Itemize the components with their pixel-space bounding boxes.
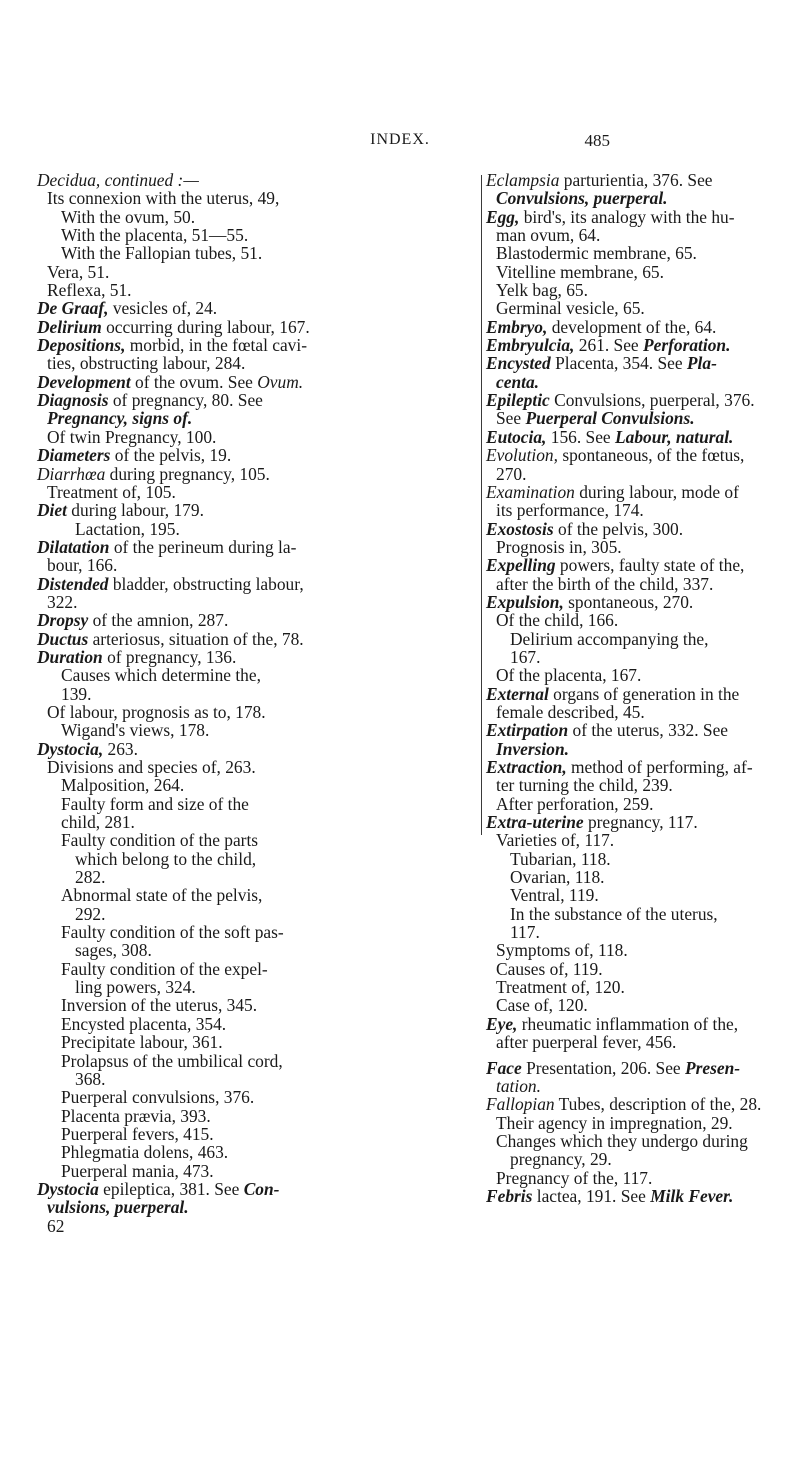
entry-text: Delirium accompanying the, (510, 628, 709, 649)
index-subentry (37, 520, 477, 538)
index-subentry (37, 703, 477, 721)
index-subentry (37, 685, 477, 703)
entry-text: 322. (47, 591, 78, 612)
entry-text: ling powers, 324. (75, 977, 196, 998)
entry-text: of the amnion, 287. (88, 610, 229, 631)
entry-heading: Diet (37, 500, 67, 521)
entry-text: Changes which they undergo during (496, 1130, 748, 1151)
index-subentry (486, 1033, 791, 1051)
entry-text: bladder, obstructing labour, (108, 573, 304, 594)
index-subentry (486, 1132, 791, 1150)
index-subentry (486, 409, 791, 427)
index-subentry (486, 868, 791, 886)
index-entry (37, 336, 477, 354)
index-subentry (486, 373, 791, 391)
entry-text: See (496, 408, 526, 429)
index-subentry (486, 776, 791, 794)
index-subentry (37, 666, 477, 684)
running-title: INDEX. (370, 131, 430, 148)
index-subentry (37, 189, 477, 207)
index-subentry (37, 996, 477, 1014)
entry-heading: Depositions, (37, 335, 126, 356)
entry-text: Causes which determine the, (61, 665, 261, 686)
index-entry (486, 318, 791, 336)
index-subentry (37, 721, 477, 739)
entry-text: Reflexa, 51. (47, 280, 132, 301)
entry-text: spontaneous, 270. (563, 591, 694, 612)
index-subentry (37, 556, 477, 574)
entry-heading: Dropsy (37, 610, 89, 631)
index-entry (486, 520, 791, 538)
entry-text: Pregnancy, signs of. (47, 408, 193, 429)
index-subentry (37, 354, 477, 372)
index-subentry (37, 813, 477, 831)
entry-text: method of performing, af- (566, 757, 753, 777)
index-entry (486, 685, 791, 703)
index-subentry (486, 611, 791, 629)
entry-text: centa. (496, 371, 539, 392)
entry-text: Of the child, 166. (496, 610, 619, 631)
index-entry (486, 813, 791, 831)
index-subentry (37, 776, 477, 794)
index-subentry (37, 1033, 477, 1051)
index-subentry (486, 189, 791, 207)
entry-text: Presen- (684, 1057, 741, 1078)
entry-heading: De Graaf, (37, 298, 109, 319)
entry-text: Tubarian, 118. (510, 848, 611, 869)
index-subentry (37, 941, 477, 959)
index-entry (486, 336, 791, 354)
entry-text: Treatment of, 105. (47, 481, 176, 502)
entry-heading: Dystocia, (37, 738, 104, 759)
index-subentry (486, 1077, 791, 1095)
entry-text: 270. (496, 463, 527, 484)
index-subentry (486, 960, 791, 978)
entry-text: Abnormal state of the pelvis, (61, 885, 263, 906)
index-entry (37, 501, 477, 519)
index-entry (37, 648, 477, 666)
entry-text: In the substance of the uterus, (510, 903, 718, 924)
entry-text: rheumatic inflammation of the, (517, 1013, 739, 1034)
entry-text: Its connexion with the uterus, 49, (47, 188, 280, 209)
entry-heading: Face (486, 1057, 522, 1078)
index-subentry (486, 538, 791, 556)
index-subentry (37, 960, 477, 978)
index-entry (486, 1095, 791, 1113)
index-entry (486, 208, 791, 226)
entry-text: after the birth of the child, 337. (496, 573, 714, 594)
index-subentry (37, 1015, 477, 1033)
entry-text: 261. See (574, 335, 643, 356)
entry-text: Malposition, 264. (61, 775, 185, 796)
index-subentry (37, 208, 477, 226)
entry-heading: Dystocia (37, 1178, 99, 1199)
index-subentry (37, 758, 477, 776)
entry-heading: Embryo, (486, 316, 548, 337)
entry-text: 117. (510, 922, 540, 943)
entry-text: of pregnancy, 136. (102, 646, 237, 667)
index-subentry (486, 795, 791, 813)
entry-text: After perforation, 259. (496, 793, 654, 814)
entry-text: Yelk bag, 65. (496, 280, 588, 301)
entry-text: of the pelvis, 19. (110, 445, 232, 466)
entry-text: which belong to the child, (75, 848, 257, 869)
entry-text: arteriosus, situation of the, 78. (88, 628, 304, 649)
index-entry (486, 171, 791, 189)
index-entry (486, 446, 791, 464)
entry-text: vesicles of, 24. (108, 298, 218, 319)
entry-text: of the ovum. See (130, 371, 258, 392)
entry-text: Precipitate labour, 361. (61, 1032, 223, 1053)
entry-text: child, 281. (61, 812, 135, 833)
entry-text: epileptica, 381. See (98, 1178, 244, 1199)
entry-text: Placenta, 354. See (550, 353, 687, 374)
index-entry (37, 446, 477, 464)
entry-text: Faulty condition of the soft pas- (61, 922, 284, 943)
index-subentry (486, 244, 791, 262)
entry-heading: Expulsion, (486, 591, 564, 612)
index-subentry (486, 886, 791, 904)
entry-text: Convulsions, puerperal. (496, 188, 668, 209)
entry-text: Faulty form and size of the (61, 793, 249, 814)
entry-heading: Eye, (486, 1013, 518, 1034)
index-subentry (37, 1107, 477, 1125)
entry-text: Their agency in impregnation, 29. (496, 1112, 733, 1133)
entry-text: Puerperal convulsions, 376. (61, 1087, 255, 1108)
entry-text: Placenta prævia, 393. (61, 1105, 211, 1126)
entry-text: morbid, in the fœtal cavi- (125, 335, 308, 356)
entry-text: Of twin Pregnancy, 100. (47, 426, 217, 447)
entry-text: pregnancy, 29. (510, 1149, 612, 1170)
entry-text: With the Fallopian tubes, 51. (61, 243, 263, 264)
entry-text: Prolapsus of the umbilical cord, (61, 1050, 283, 1071)
entry-text: Presentation, 206. See (521, 1057, 685, 1078)
entry-text: Pla- (686, 353, 717, 374)
index-subentry (37, 868, 477, 886)
index-entry (37, 740, 477, 758)
index-subentry (486, 923, 791, 941)
entry-text: Inversion of the uterus, 345. (61, 995, 258, 1016)
index-subentry (37, 1070, 477, 1088)
entry-text: organs of generation in the (548, 683, 740, 704)
entry-text: Prognosis in, 305. (496, 536, 622, 557)
index-subentry (37, 978, 477, 996)
index-subentry (37, 483, 477, 501)
entry-heading: Delirium (37, 316, 102, 337)
index-entry (486, 1015, 791, 1033)
index-subentry (486, 941, 791, 959)
index-subentry (37, 226, 477, 244)
entry-text: development of the, 64. (547, 316, 717, 337)
index-entry (486, 428, 791, 446)
index-subentry (486, 648, 791, 666)
index-subentry (37, 428, 477, 446)
index-subentry (37, 923, 477, 941)
index-entry (486, 1059, 791, 1077)
entry-text: 263. (103, 738, 138, 759)
index-entry (37, 373, 477, 391)
running-head (0, 131, 800, 157)
index-entry (37, 299, 477, 317)
entry-text: of the pelvis, 300. (553, 518, 684, 539)
entry-text: female described, 45. (496, 701, 645, 722)
index-entry (37, 465, 477, 483)
entry-text: 156. See (546, 426, 615, 447)
index-subentry (37, 263, 477, 281)
entry-text: of the uterus, 332. See (568, 720, 729, 741)
index-subentry (37, 244, 477, 262)
index-entry (37, 171, 477, 189)
entry-text: Perforation. (643, 335, 731, 356)
entry-text: Blastodermic membrane, 65. (496, 243, 697, 264)
index-entry (486, 758, 791, 776)
index-entry (37, 575, 477, 593)
entry-text: during labour, mode of (574, 481, 739, 502)
index-subentry (486, 465, 791, 483)
entry-heading: Febris (486, 1185, 533, 1206)
entry-text: Puerperal mania, 473. (61, 1160, 214, 1181)
entry-text: sages, 308. (75, 940, 152, 961)
index-subentry (37, 1198, 477, 1216)
entry-heading: Fallopian (486, 1094, 555, 1115)
index-subentry (486, 740, 791, 758)
entry-heading: Decidua, (37, 170, 101, 190)
index-column-right (486, 171, 791, 1205)
index-subentry (486, 1114, 791, 1132)
index-subentry (486, 263, 791, 281)
entry-text: Germinal vesicle, 65. (496, 298, 645, 319)
index-subentry (37, 1217, 477, 1235)
entry-text: bour, 166. (47, 555, 118, 576)
index-subentry (486, 575, 791, 593)
entry-text: pregnancy, 117. (583, 812, 698, 833)
index-entry (37, 391, 477, 409)
entry-text: Phlegmatia dolens, 463. (61, 1142, 229, 1163)
index-subentry (37, 831, 477, 849)
entry-text: Ovum. (257, 371, 304, 392)
index-entry (37, 538, 477, 556)
index-subentry (37, 593, 477, 611)
entry-heading: Diarrhœa (37, 463, 106, 484)
entry-text: Ventral, 119. (510, 885, 599, 906)
index-subentry (486, 850, 791, 868)
entry-text: With the placenta, 51—55. (61, 225, 249, 246)
entry-text: Case of, 120. (496, 995, 588, 1016)
index-subentry (37, 905, 477, 923)
index-subentry (37, 1143, 477, 1161)
entry-text: Symptoms of, 118. (496, 940, 628, 961)
entry-text: ties, obstructing labour, 284. (47, 353, 246, 374)
entry-text: Faulty condition of the parts (61, 830, 259, 851)
index-entry (37, 611, 477, 629)
entry-text: after puerperal fever, 456. (496, 1032, 677, 1053)
index-column-left (37, 171, 477, 1235)
entry-text: Faulty condition of the expel- (61, 958, 268, 979)
column-divider (481, 175, 482, 835)
index-entry (486, 593, 791, 611)
index-subentry (37, 1162, 477, 1180)
entry-heading: Epileptic (486, 390, 550, 411)
entry-text: continued :— (100, 170, 199, 190)
entry-heading: Extraction, (486, 757, 567, 777)
entry-text: Wigand's views, 178. (61, 720, 210, 741)
entry-text: lactea, 191. See (532, 1185, 651, 1206)
index-subentry (486, 299, 791, 317)
entry-heading: Eutocia, (486, 426, 547, 447)
entry-text: man ovum, 64. (496, 225, 601, 246)
entry-text: 292. (75, 903, 106, 924)
entry-text: bird's, its analogy with the hu- (519, 206, 735, 227)
entry-text: 139. (61, 683, 92, 704)
entry-heading: Exostosis (486, 518, 554, 539)
index-entry (486, 483, 791, 501)
entry-text: ter turning the child, 239. (496, 775, 673, 796)
entry-text: Convulsions, puerperal, 376. (549, 390, 755, 411)
index-subentry (486, 1150, 791, 1168)
page-number: 485 (584, 131, 610, 150)
entry-text: Lactation, 195. (75, 518, 180, 539)
index-subentry (486, 666, 791, 684)
index-subentry (37, 1088, 477, 1106)
entry-text: Con- (243, 1178, 280, 1199)
entry-text: Puerperal Convulsions. (525, 408, 695, 429)
entry-heading: Development (37, 371, 131, 392)
index-subentry (37, 409, 477, 427)
index-subentry (37, 795, 477, 813)
entry-text: during labour, 179. (66, 500, 204, 521)
entry-text: 62 (47, 1215, 65, 1236)
entry-heading: Diameters (37, 445, 111, 466)
entry-text: Vitelline membrane, 65. (496, 261, 664, 282)
index-entry (37, 630, 477, 648)
index-subentry (486, 630, 791, 648)
entry-text: its performance, 174. (496, 500, 644, 521)
index-entry (37, 318, 477, 336)
index-subentry (486, 831, 791, 849)
entry-text: Vera, 51. (47, 261, 110, 282)
index-subentry (37, 1052, 477, 1070)
entry-text: Tubes, description of the, 28. (554, 1094, 762, 1115)
entry-text: Of the placenta, 167. (496, 665, 642, 686)
entry-text: Milk Fever. (650, 1185, 734, 1206)
entry-heading: Examination (486, 481, 575, 502)
entry-text: Of labour, prognosis as to, 178. (47, 701, 266, 722)
entry-text: Pregnancy of the, 117. (496, 1167, 653, 1188)
entry-text: powers, faulty state of the, (555, 555, 745, 576)
index-entry (486, 1187, 791, 1205)
index-entry (486, 721, 791, 739)
entry-text: during pregnancy, 105. (105, 463, 270, 484)
index-subentry (486, 226, 791, 244)
index-subentry (486, 978, 791, 996)
index-subentry (37, 886, 477, 904)
entry-heading: Eclampsia (486, 170, 560, 190)
entry-text: 368. (75, 1068, 106, 1089)
entry-text: Labour, natural. (615, 426, 734, 447)
entry-heading: External (486, 683, 549, 704)
entry-text: Divisions and species of, 263. (47, 757, 256, 777)
index-entry (486, 354, 791, 372)
entry-heading: Duration (37, 646, 103, 667)
index-subentry (486, 905, 791, 923)
index-subentry (486, 1169, 791, 1187)
entry-heading: Distended (37, 573, 109, 594)
entry-text: Puerperal fevers, 415. (61, 1123, 214, 1144)
entry-heading: Evolution, (486, 445, 558, 466)
entry-text: Treatment of, 120. (496, 977, 625, 998)
entry-text: of the perineum during la- (109, 536, 297, 557)
index-entry (486, 391, 791, 409)
entry-text: of pregnancy, 80. See (108, 390, 263, 411)
entry-text: Varieties of, 117. (496, 830, 615, 851)
index-subentry (37, 850, 477, 868)
entry-heading: Encysted (486, 353, 551, 374)
entry-heading: Extra-uterine (486, 812, 584, 833)
index-subentry (486, 501, 791, 519)
entry-text: Encysted placenta, 354. (61, 1013, 227, 1034)
entry-text: 282. (75, 867, 106, 888)
index-entry (37, 1180, 477, 1198)
entry-text: occurring during labour, 167. (101, 316, 310, 337)
index-entry (486, 556, 791, 574)
entry-heading: Embryulcia, (486, 335, 575, 356)
index-subentry (486, 703, 791, 721)
entry-heading: Expelling (486, 555, 556, 576)
entry-text: Causes of, 119. (496, 958, 603, 979)
entry-heading: Extirpation (486, 720, 569, 741)
entry-heading: Diagnosis (37, 390, 109, 411)
entry-text: 167. (510, 646, 541, 667)
entry-heading: Ductus (37, 628, 89, 649)
index-subentry (486, 281, 791, 299)
entry-text: spontaneous, of the fœtus, (557, 445, 745, 466)
entry-text: With the ovum, 50. (61, 206, 196, 227)
entry-heading: tation. (496, 1075, 541, 1096)
index-subentry (486, 996, 791, 1014)
entry-text: Ovarian, 118. (510, 867, 605, 888)
entry-text: parturientia, 376. See (559, 170, 713, 190)
entry-heading: Egg, (486, 206, 520, 227)
index-subentry (37, 1125, 477, 1143)
entry-heading: Dilatation (37, 536, 110, 557)
entry-text: Inversion. (496, 738, 569, 759)
index-subentry (37, 281, 477, 299)
entry-text: vulsions, puerperal. (47, 1197, 189, 1218)
